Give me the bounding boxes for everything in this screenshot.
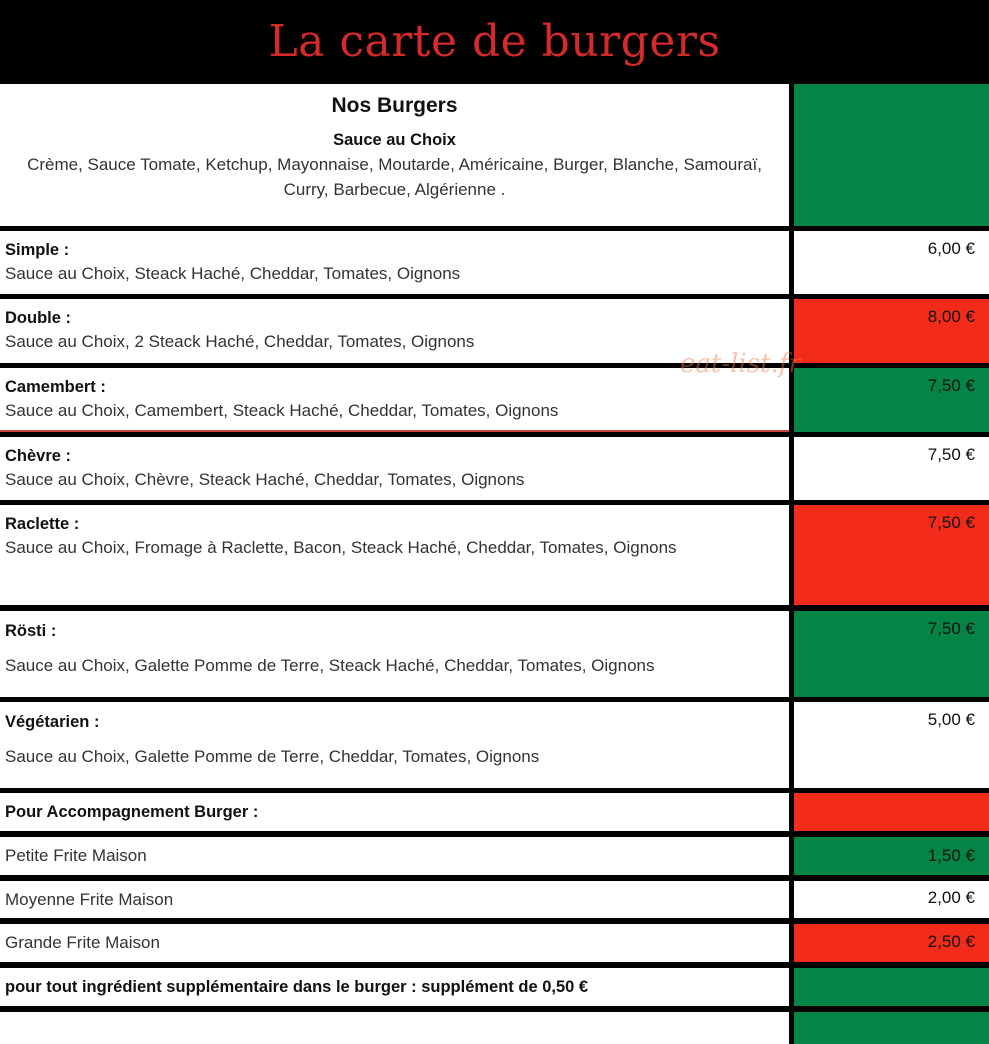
- burger-name: Double :: [5, 309, 71, 327]
- burger-name: Rösti :: [5, 622, 57, 640]
- side-price: 1,50 €: [794, 837, 989, 875]
- bottom-cell: [0, 1012, 789, 1044]
- burger-cell: [0, 505, 789, 605]
- sides-title-color-cell: [794, 793, 989, 831]
- side-row-petite: [0, 837, 989, 875]
- burger-cell: [0, 702, 789, 788]
- supplement-note: pour tout ingrédient supplémentaire dans le burger : supplément de 0,50 €: [5, 978, 589, 996]
- side-cell: [0, 881, 789, 918]
- burger-description: Sauce au Choix, Galette Pomme de Terre, Cheddar, Tomates, Oignons: [5, 747, 540, 766]
- burger-row-simple: [0, 231, 989, 294]
- supplement-row: [0, 968, 989, 1006]
- sides-title-row: [0, 793, 989, 831]
- burger-description: Sauce au Choix, 2 Steack Haché, Cheddar, Tomates, Oignons: [5, 332, 475, 351]
- burger-price: 7,50 €: [794, 368, 989, 432]
- menu-header: [0, 0, 989, 82]
- burger-row-camembert: [0, 368, 989, 432]
- burger-name: Végétarien :: [5, 713, 100, 731]
- sides-title-cell: [0, 793, 789, 831]
- burger-description: Sauce au Choix, Camembert, Steack Haché, Cheddar, Tomates, Oignons: [5, 401, 559, 420]
- supplement-color-cell: [794, 968, 989, 1006]
- side-name: Moyenne Frite Maison: [5, 890, 174, 909]
- burger-price: 7,50 €: [794, 437, 989, 500]
- side-cell: [0, 837, 789, 875]
- burger-name: Raclette :: [5, 515, 80, 533]
- burger-description: Sauce au Choix, Fromage à Raclette, Bacon, Steack Haché, Cheddar, Tomates, Oignons: [5, 538, 677, 557]
- side-row-grande: [0, 924, 989, 962]
- bottom-color-cell: [794, 1012, 989, 1044]
- burger-description: Sauce au Choix, Steack Haché, Cheddar, Tomates, Oignons: [5, 264, 461, 283]
- burger-cell: [0, 611, 789, 697]
- supplement-cell: [0, 968, 789, 1006]
- intro-color-cell: [794, 84, 989, 226]
- intro-cell: [0, 84, 789, 226]
- watermark: eat-list.fr: [680, 349, 801, 379]
- sides-title: Pour Accompagnement Burger :: [5, 803, 259, 821]
- burger-row-vegetarien: [0, 702, 989, 788]
- side-name: Grande Frite Maison: [5, 933, 160, 952]
- burger-row-raclette: [0, 505, 989, 605]
- burger-cell: [0, 368, 789, 432]
- intro-row: [0, 84, 989, 226]
- side-price: 2,00 €: [794, 881, 989, 918]
- burger-name: Simple :: [5, 241, 70, 259]
- side-price: 2,50 €: [794, 924, 989, 962]
- burger-cell: [0, 231, 789, 294]
- burger-cell: [0, 437, 789, 500]
- burger-description: Sauce au Choix, Galette Pomme de Terre, Steack Haché, Cheddar, Tomates, Oignons: [5, 656, 655, 675]
- burger-cell: [0, 299, 789, 363]
- bottom-row: [0, 1012, 989, 1044]
- section-title: Nos Burgers: [331, 94, 458, 117]
- sauce-list: Crème, Sauce Tomate, Ketchup, Mayonnaise, Moutarde, Américaine, Burger, Blanche, Samouraï, Curry, Barbecue, Algérienne .: [27, 155, 762, 199]
- sauce-title: Sauce au Choix: [333, 131, 456, 149]
- burger-price: 7,50 €: [794, 611, 989, 697]
- burger-price: 7,50 €: [794, 505, 989, 605]
- side-row-moyenne: [0, 881, 989, 918]
- burger-price: 8,00 €: [794, 299, 989, 363]
- page-title: La carte de burgers: [268, 15, 721, 67]
- side-name: Petite Frite Maison: [5, 846, 147, 865]
- burger-name: Chèvre :: [5, 447, 72, 465]
- side-cell: [0, 924, 789, 962]
- burger-row-double: [0, 299, 989, 363]
- burger-price: 6,00 €: [794, 231, 989, 294]
- burger-row-chevre: [0, 437, 989, 500]
- burger-row-rosti: [0, 611, 989, 697]
- burger-description: Sauce au Choix, Chèvre, Steack Haché, Cheddar, Tomates, Oignons: [5, 470, 525, 489]
- burger-price: 5,00 €: [794, 702, 989, 788]
- burger-name: Camembert :: [5, 378, 106, 396]
